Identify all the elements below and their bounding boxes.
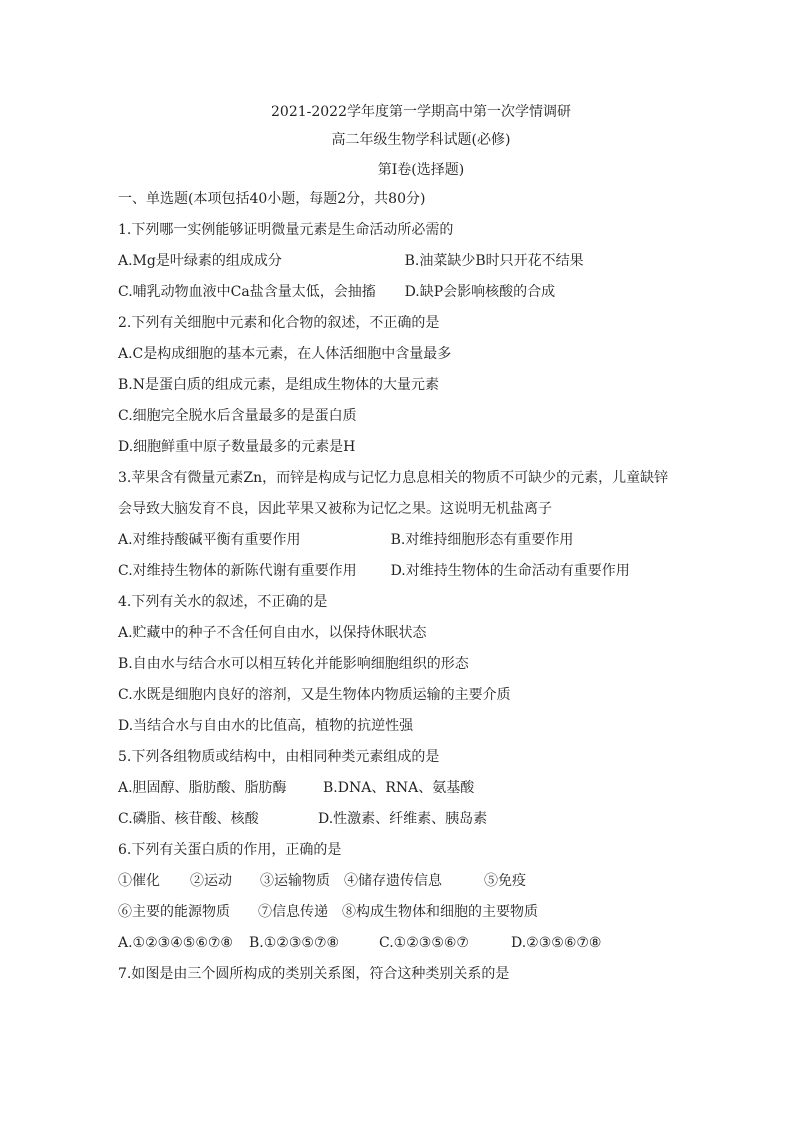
question-2-option-a: A.C是构成细胞的基本元素，在人体活细胞中含量最多	[118, 346, 452, 362]
question-6-item-3: ③运输物质	[260, 873, 330, 889]
question-1-options-row-2	[118, 282, 694, 313]
question-4-stem: 4.下列有关水的叙述，不正确的是	[118, 594, 328, 610]
exam-subtitle: 高二年级生物学科试题(必修)	[331, 132, 511, 148]
question-1-options-row-1	[118, 251, 694, 282]
question-5-options-row-1	[118, 778, 694, 809]
question-3-options-row-2	[118, 561, 694, 592]
question-6-stem: 6.下列有关蛋白质的作用，正确的是	[118, 842, 342, 858]
question-6-items-row-2	[118, 902, 694, 933]
question-1-option-b: B.油菜缺少B时只开花不结果	[404, 253, 584, 269]
question-5-option-a: A.胆固醇、脂肪酸、脂肪酶	[118, 780, 287, 796]
question-2-option-c: C.细胞完全脱水后含量最多的是蛋白质	[118, 408, 357, 424]
question-5-option-b: B.DNA、RNA、氨基酸	[323, 780, 475, 796]
question-2-option-d: D.细胞鲜重中原子数量最多的元素是H	[118, 439, 356, 455]
question-2-stem: 2.下列有关细胞中元素和化合物的叙述，不正确的是	[118, 315, 440, 331]
question-6-option-d: D.②③⑤⑥⑦⑧	[511, 935, 602, 951]
question-5-option-c: C.磷脂、核苷酸、核酸	[118, 811, 259, 827]
question-3-options-row-1	[118, 530, 694, 561]
paper-part-title: 第Ⅰ卷(选择题)	[377, 162, 465, 178]
question-3-option-b: B.对维持细胞形态有重要作用	[390, 532, 574, 548]
question-6-item-2: ②运动	[190, 873, 232, 889]
question-6-option-a: A.①②③④⑤⑥⑦⑧	[118, 935, 233, 951]
question-3-stem-line-1: 3.苹果含有微量元素Zn，而锌是构成与记忆力息息相关的物质不可缺少的元素，儿童缺锌	[118, 470, 669, 486]
question-4-option-d: D.当结合水与自由水的比值高，植物的抗逆性强	[118, 718, 414, 734]
question-3-option-d: D.对维持生物体的生命活动有重要作用	[390, 563, 630, 579]
section-heading: 一、单选题(本项包括40小题，每题2分，共80分)	[118, 191, 426, 207]
question-1-option-c: C.哺乳动物血液中Ca盐含量太低，会抽搐	[118, 284, 376, 300]
question-2-option-b: B.N是蛋白质的组成元素，是组成生物体的大量元素	[118, 377, 439, 393]
question-6-item-5: ⑤免疫	[484, 873, 526, 889]
question-1-option-d: D.缺P会影响核酸的合成	[404, 284, 556, 300]
question-6-item-7: ⑦信息传递	[258, 904, 328, 920]
question-4-option-c: C.水既是细胞内良好的溶剂，又是生物体内物质运输的主要介质	[118, 687, 511, 703]
question-3-option-c: C.对维持生物体的新陈代谢有重要作用	[118, 563, 357, 579]
question-5-options-row-2	[118, 809, 694, 840]
question-5-stem: 5.下列各组物质或结构中，由相同种类元素组成的是	[118, 749, 440, 765]
exam-title: 2021-2022学年度第一学期高中第一次学情调研	[271, 104, 571, 120]
question-6-option-b: B.①②③⑤⑦⑧	[249, 935, 340, 951]
question-3-option-a: A.对维持酸碱平衡有重要作用	[118, 532, 301, 548]
question-4-option-a: A.贮藏中的种子不含任何自由水，以保持休眠状态	[118, 625, 427, 641]
question-6-item-1: ①催化	[118, 873, 160, 889]
question-1-option-a: A.Mg是叶绿素的组成成分	[118, 253, 282, 269]
question-6-item-4: ④储存遗传信息	[344, 873, 442, 889]
question-6-item-8: ⑧构成生物体和细胞的主要物质	[342, 904, 538, 920]
question-6-option-c: C.①②③⑤⑥⑦	[379, 935, 469, 951]
question-6-options-row	[118, 933, 694, 964]
question-7-stem: 7.如图是由三个圆所构成的类别关系图，符合这种类别关系的是	[118, 966, 510, 982]
question-5-option-d: D.性激素、纤维素、胰岛素	[318, 811, 488, 827]
question-3-stem-line-2: 会导致大脑发育不良，因此苹果又被称为记忆之果。这说明无机盐离子	[118, 501, 552, 517]
question-6-items-row-1	[118, 871, 694, 902]
question-4-option-b: B.自由水与结合水可以相互转化并能影响细胞组织的形态	[118, 656, 469, 672]
question-1-stem: 1.下列哪一实例能够证明微量元素是生命活动所必需的	[118, 222, 454, 238]
question-6-item-6: ⑥主要的能源物质	[118, 904, 230, 920]
